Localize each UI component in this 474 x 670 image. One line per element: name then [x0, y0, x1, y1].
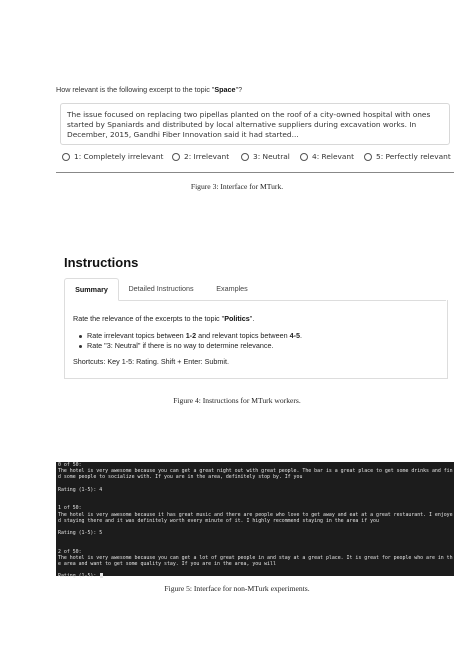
shortcuts-text: Shortcuts: Key 1-5: Rating. Shift + Enter: Submit. [73, 357, 230, 366]
figure-5-caption: Figure 5: Interface for non-MTurk experiments. [164, 584, 310, 593]
bullet-text: . [299, 331, 302, 340]
rating-option-2[interactable] [172, 152, 229, 161]
rating-option-label: 1: Completely irrelevant [74, 152, 164, 161]
bullet-bold: 4-5 [289, 331, 300, 340]
terminal-line: 0 of 50: [58, 462, 82, 468]
question-prefix: How relevant is the following excerpt to the topic " [56, 85, 215, 94]
rating-option-1[interactable] [62, 152, 163, 161]
instructions-intro [73, 314, 254, 323]
summary-panel [64, 300, 448, 379]
relevance-question [56, 85, 242, 94]
rating-option-label: 5: Perfectly relevant [376, 152, 451, 161]
tab-examples[interactable]: Examples [216, 284, 248, 293]
radio-icon[interactable] [364, 153, 372, 161]
divider [56, 172, 454, 173]
intro-suffix: ". [249, 314, 255, 323]
terminal-line: 2 of 50: [58, 548, 82, 555]
terminal-line: d some people to socialize with. If you are in the area, definitely stop by. If you [58, 474, 303, 481]
intro-topic: Politics [224, 314, 250, 323]
terminal-line: d staying there and it was definitely worth every minute of it. I highly recommend staying in the area if you [58, 517, 379, 524]
tab-detailed-instructions[interactable]: Detailed Instructions [128, 284, 194, 293]
radio-icon[interactable] [300, 153, 308, 161]
terminal-line: Rating (1-5): 5 [58, 530, 103, 537]
rating-option-label: 4: Relevant [312, 152, 354, 161]
excerpt-text: The issue focused on replacing two pipellas planted on the roof of a city-owned hospital with ones started by Spaniards and distributed by local alternative suppliers during excavation works. In December, 2015, Gandhi Fiber Innovation said it had started... [67, 110, 431, 139]
rating-option-label: 2: Irrelevant [184, 152, 230, 161]
figure-4-caption: Figure 4: Instructions for MTurk workers. [173, 396, 301, 405]
instruction-bullet-1 [79, 331, 302, 340]
terminal-line: The hotel is very awesome because you can get a great night out with great people. The bar is a great place to get some drinks and fin [58, 468, 453, 475]
rating-option-4[interactable] [300, 152, 354, 161]
tab-summary[interactable]: Summary [64, 278, 119, 301]
terminal-line: e area and want to get some quality stay. If you are in the area, you will [58, 561, 276, 567]
terminal-line: Rating (1-5): 4 [58, 486, 103, 493]
terminal-prompt-line[interactable]: Rating (1-5): [56, 573, 454, 579]
radio-icon[interactable] [241, 153, 249, 161]
bullet-bold: 1-2 [185, 331, 197, 340]
bullet-text: and relevant topics between [196, 331, 290, 340]
question-suffix: "? [235, 85, 243, 94]
rating-options [60, 152, 460, 166]
bullet-text: Rate irrelevant topics between [87, 331, 186, 340]
rating-option-label: 3: Neutral [253, 152, 290, 161]
figure-3-caption: Figure 3: Interface for MTurk. [190, 182, 284, 191]
question-topic: Space [214, 85, 236, 94]
instructions-title: Instructions [64, 255, 139, 270]
instruction-bullet-2 [79, 341, 273, 350]
excerpt-box [60, 103, 450, 145]
bullet-dot [79, 345, 82, 348]
rating-option-5[interactable] [364, 152, 451, 161]
rating-option-3[interactable] [241, 152, 290, 161]
intro-prefix: Rate the relevance of the excerpts to the topic " [73, 314, 225, 323]
radio-icon[interactable] [62, 153, 70, 161]
bullet-dot [79, 335, 82, 338]
terminal-line: The hotel is very awesome because you can get a lot of great people in and stay at a great place. It is great for people who are in th [58, 554, 453, 561]
terminal-line: 1 of 50: [58, 505, 82, 512]
instructions-tabs [64, 278, 446, 301]
terminal-window[interactable] [56, 462, 454, 580]
terminal-line: The hotel is very awesome because it has great music and there are people who love to get away and eat at a great restaurant. I enjoye [58, 511, 453, 518]
radio-icon[interactable] [172, 153, 180, 161]
bullet-text: Rate "3: Neutral" if there is no way to determine relevance. [87, 341, 274, 350]
